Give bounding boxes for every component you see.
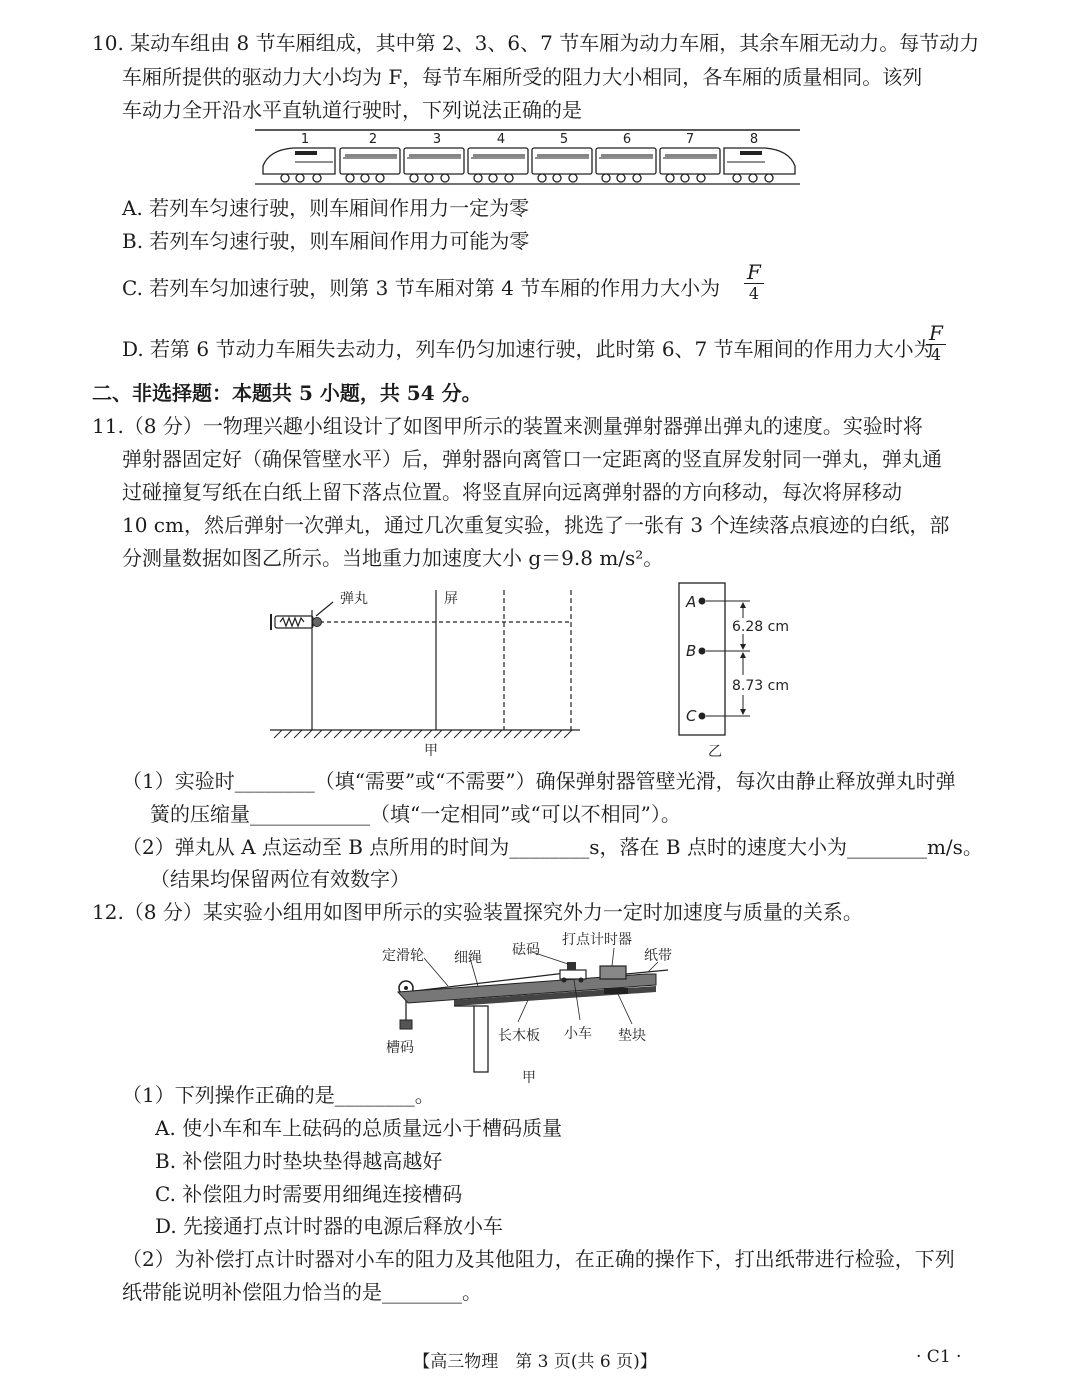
q12-line-1: 12.（8 分）某实验小组用如图甲所示的实验装置探究外力一定时加速度与质量的关系。 bbox=[92, 900, 863, 924]
car-number-7: 7 bbox=[685, 132, 695, 147]
fraction-denominator: 4 bbox=[930, 345, 942, 364]
q12-figure bbox=[378, 930, 688, 1088]
q12-option-c: C. 补偿阻力时需要用细绳连接槽码 bbox=[155, 1182, 463, 1206]
caption-b: 乙 bbox=[708, 744, 722, 760]
pad-icon bbox=[604, 988, 628, 994]
hanger-weight-icon bbox=[400, 1020, 412, 1029]
q12-sub-2-line-1: （2）为补偿打点计时器对小车的阻力及其他阻力，在正确的操作下，打出纸带进行检验，下列 bbox=[122, 1247, 955, 1271]
fraction-numerator: F bbox=[747, 260, 761, 284]
car-number-8: 8 bbox=[749, 132, 759, 147]
q11-line-5: 分测量数据如图乙所示。当地重力加速度大小 g＝9.8 m/s²。 bbox=[122, 546, 664, 570]
fraction-numerator: F bbox=[929, 321, 943, 345]
label-rope: 细绳 bbox=[454, 950, 482, 966]
q11-line-3: 过碰撞复写纸在白纸上留下落点位置。将竖直屏向远离弹射器的方向移动，每次将屏移动 bbox=[122, 480, 902, 504]
label-weight: 砝码 bbox=[512, 942, 540, 958]
label-ball: 弹丸 bbox=[340, 591, 368, 607]
car-number-4: 4 bbox=[496, 132, 506, 147]
q12-sub-1: （1）下列操作正确的是________。 bbox=[122, 1083, 435, 1107]
label-cart: 小车 bbox=[564, 1026, 592, 1042]
point-c-dot bbox=[699, 713, 706, 720]
q12-sub-2-line-2: 纸带能说明补偿阻力恰当的是________。 bbox=[122, 1280, 482, 1304]
label-tape: 纸带 bbox=[644, 948, 672, 964]
q11-line-4: 10 cm，然后弹射一次弹丸，通过几次重复实验，挑选了一张有 3 个连续落点痕迹的白纸，部 bbox=[122, 513, 950, 537]
q11-sub-2-line-1: （2）弹丸从 A 点运动至 B 点所用的时间为________s，落在 B 点时的速度大小为________m/s。 bbox=[122, 835, 983, 859]
label-pad: 垫块 bbox=[618, 1028, 646, 1044]
q10-line-2: 车厢所提供的驱动力大小均为 F，每节车厢所受的阻力大小相同，各车厢的质量相同。该列 bbox=[122, 65, 923, 89]
train-car-numbers bbox=[301, 132, 758, 147]
q10-line-3: 车动力全开沿水平直轨道行驶时，下列说法正确的是 bbox=[122, 98, 582, 122]
q11-sub-2-line-2: （结果均保留两位有效数字） bbox=[150, 867, 410, 891]
q11-figure-b bbox=[672, 580, 812, 762]
q12-option-a: A. 使小车和车上砝码的总质量远小于槽码质量 bbox=[155, 1116, 563, 1140]
q11-line-1: 11.（8 分）一物理兴趣小组设计了如图甲所示的装置来测量弹射器弹出弹丸的速度。实验时将 bbox=[92, 414, 923, 438]
label-hanger: 槽码 bbox=[386, 1040, 414, 1056]
timer-icon bbox=[600, 966, 626, 979]
q10-option-d-fraction bbox=[926, 323, 946, 364]
section-2-title: 二、非选择题：本题共 5 小题，共 54 分。 bbox=[92, 381, 482, 405]
page-footer: 【高三物理 第 3 页(共 6 页)】 bbox=[413, 1352, 657, 1372]
q11-sub-1-line-2: 簧的压缩量____________（填“一定相同”或“可以不相同”）。 bbox=[150, 802, 681, 826]
fraction-denominator: 4 bbox=[748, 284, 760, 303]
car-number-2: 2 bbox=[368, 132, 378, 147]
car-number-3: 3 bbox=[432, 132, 442, 147]
point-b-dot bbox=[699, 648, 706, 655]
point-a-dot bbox=[699, 598, 706, 605]
label-timer: 打点计时器 bbox=[562, 932, 632, 948]
q12-option-d: D. 先接通打点计时器的电源后释放小车 bbox=[155, 1214, 504, 1238]
label-distance-ab: 6.28 cm bbox=[732, 619, 789, 635]
label-point-c: C bbox=[686, 707, 697, 725]
q10-line-1: 10. 某动车组由 8 节车厢组成，其中第 2、3、6、7 节车厢为动力车厢，其余车厢无动力。每节动力 bbox=[92, 31, 980, 55]
label-point-b: B bbox=[686, 642, 697, 660]
q12-option-b: B. 补偿阻力时垫块垫得越高越好 bbox=[155, 1149, 443, 1173]
q10-option-d: D. 若第 6 节动力车厢失去动力，列车仍匀加速行驶，此时第 6、7 节车厢间的作用力大小为 bbox=[122, 337, 934, 361]
page-id: · C1 · bbox=[916, 1347, 962, 1367]
q11-figure-a bbox=[268, 585, 584, 760]
caption-a: 甲 bbox=[424, 743, 438, 759]
q11-sub-1-line-1: （1）实验时________（填“需要”或“不需要”）确保弹射器管壁光滑，每次由静止释放弹丸时弹 bbox=[122, 769, 956, 793]
label-screen: 屏 bbox=[444, 591, 458, 607]
label-board: 长木板 bbox=[498, 1028, 540, 1044]
weight-icon bbox=[567, 962, 576, 970]
q10-option-c: C. 若列车匀加速行驶，则第 3 节车厢对第 4 节车厢的作用力大小为 bbox=[122, 276, 721, 300]
q10-option-b: B. 若列车匀速行驶，则车厢间作用力可能为零 bbox=[122, 229, 530, 253]
label-distance-bc: 8.73 cm bbox=[732, 678, 789, 694]
label-pulley: 定滑轮 bbox=[382, 948, 424, 964]
car-number-1: 1 bbox=[300, 132, 310, 147]
car-number-5: 5 bbox=[559, 132, 569, 147]
label-point-a: A bbox=[686, 593, 697, 611]
caption-q12: 甲 bbox=[522, 1070, 536, 1086]
train-figure bbox=[255, 128, 800, 190]
car-number-6: 6 bbox=[622, 132, 632, 147]
q11-line-2: 弹射器固定好（确保管壁水平）后，弹射器向离管口一定距离的竖直屏发射同一弹丸，弹丸通 bbox=[122, 447, 942, 471]
q10-option-c-fraction bbox=[744, 262, 764, 303]
q10-option-a: A. 若列车匀速行驶，则车厢间作用力一定为零 bbox=[122, 196, 530, 220]
